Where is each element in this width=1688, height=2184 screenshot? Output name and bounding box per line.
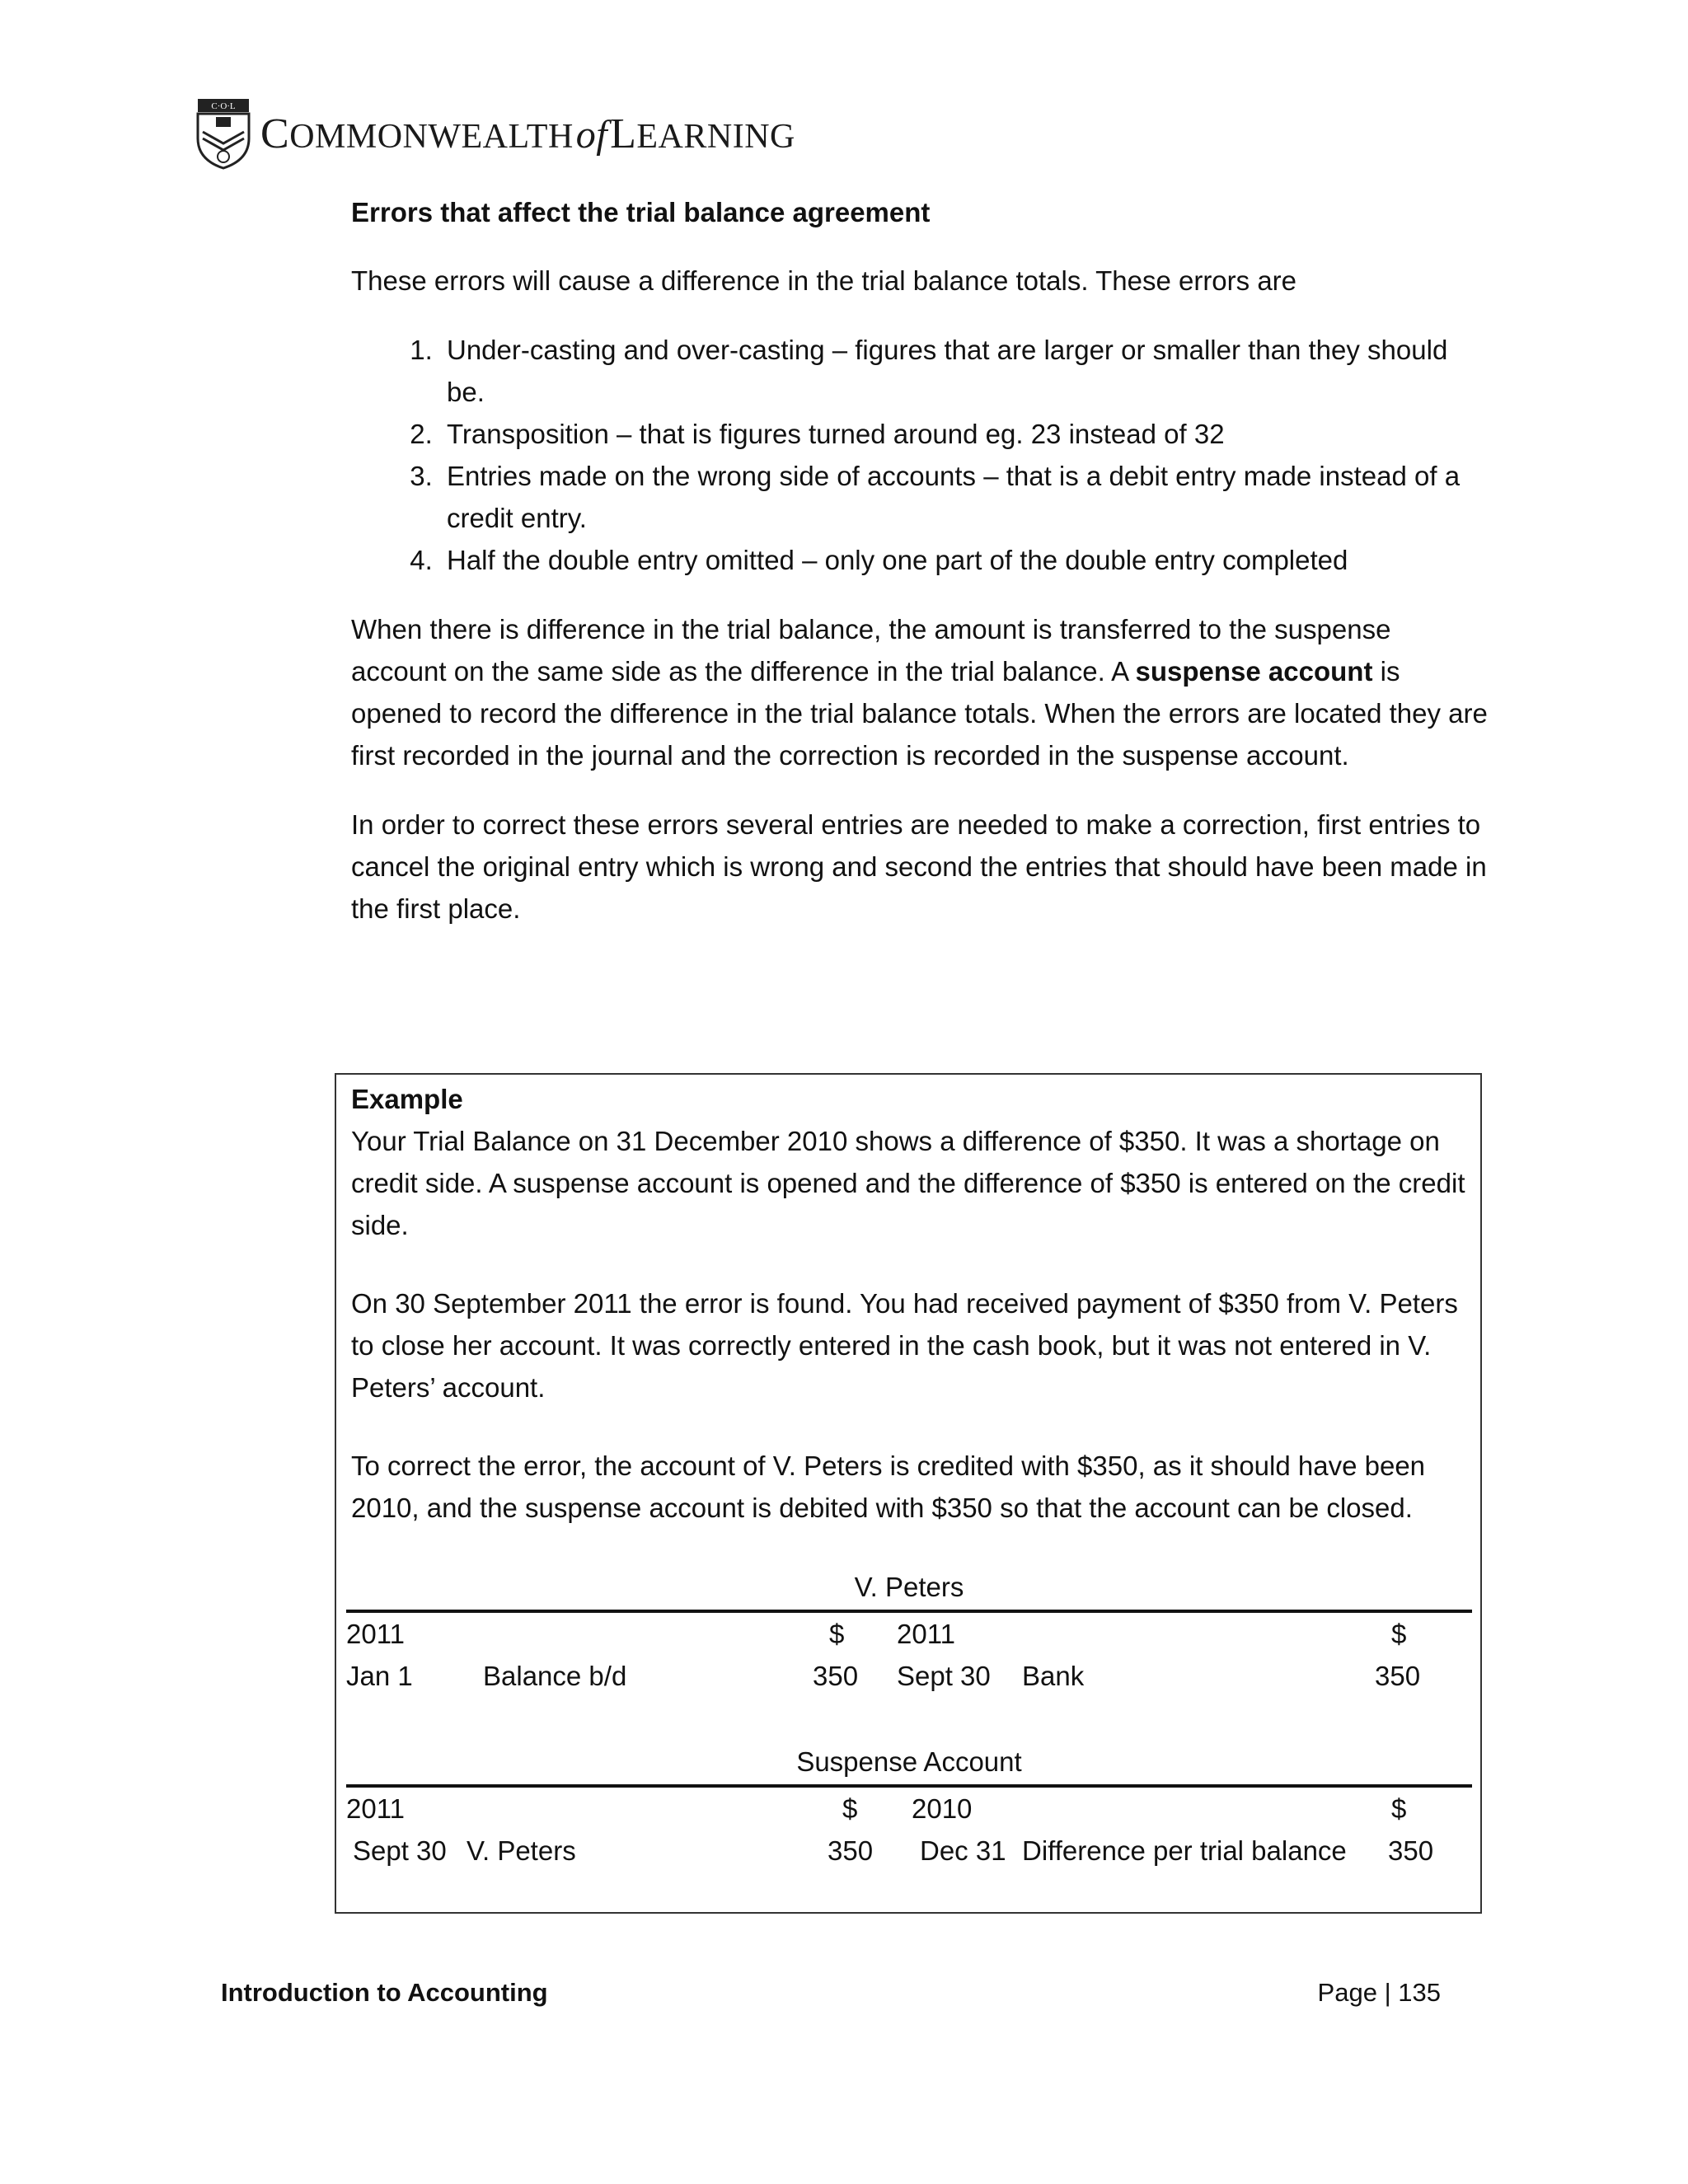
- example-paragraph: Your Trial Balance on 31 December 2010 shows a difference of $350. It was a shortage on credit side. A suspense account is opened and the difference of $350 is entered on the credit side.: [351, 1126, 1465, 1240]
- list-item: 3. Entries made on the wrong side of accounts – that is a debit entry made instead of a credit entry.: [440, 455, 1489, 539]
- ledger-title: Suspense Account: [796, 1746, 1022, 1777]
- error-list: [351, 329, 1489, 581]
- correction-paragraph: In order to correct these errors several entries are needed to make a correction, first entries to cancel the original entry which is wrong and second the entries that should have been made in the first place.: [351, 809, 1487, 924]
- page-header: [195, 96, 795, 171]
- suspense-account-term: suspense account: [1135, 656, 1373, 687]
- list-item: 4. Half the double entry omitted – only one part of the double entry completed: [440, 539, 1489, 581]
- example-paragraph: On 30 September 2011 the error is found. You had received payment of $350 from V. Peters to close her account. It was correctly entered in the cash book, but it was not entered in V. Peters’ account.: [351, 1288, 1458, 1403]
- svg-text:C·O·L: C·O·L: [211, 101, 236, 111]
- footer-course-title: Introduction to Accounting: [221, 1978, 548, 2007]
- ledger-entry-row: Sept 30 V. Peters 350 Dec 31 Difference per trial balance 350: [353, 1835, 1434, 1866]
- example-paragraph: To correct the error, the account of V. Peters is credited with $350, as it should have been 2010, and the suspense account is debited with $350 so that the account can be closed.: [351, 1451, 1426, 1523]
- ledger-header-row: 2011 $ 2010 $: [346, 1793, 1407, 1824]
- page-number: Page | 135: [1317, 1978, 1441, 2007]
- ledger-suspense-account: [346, 1741, 1472, 1872]
- list-item: 2. Transposition – that is figures turned around eg. 23 instead of 32: [440, 413, 1489, 455]
- ledger-header-row: 2011 $ 2011 $: [346, 1619, 1407, 1649]
- ledger-entry-row: Jan 1 Balance b/d 350 Sept 30 Bank 350: [346, 1661, 1421, 1691]
- brand-wordmark: COMMONWEALTHofLEARNING: [260, 110, 795, 157]
- commonwealth-crest-icon: [195, 97, 252, 170]
- suspense-paragraph: When there is difference in the trial balance, the amount is transferred to the suspense account on the same side as the difference in the trial balance. A suspense account is opened to record the difference in the trial balance totals. When the errors are located they are first recorded in the journal and the correction is recorded in the suspense account.: [351, 614, 1488, 771]
- ledger-title: V. Peters: [854, 1572, 964, 1602]
- intro-paragraph: These errors will cause a difference in the trial balance totals. These errors are: [351, 265, 1297, 296]
- section-heading: Errors that affect the trial balance agreement: [351, 197, 931, 227]
- list-item: 1. Under-casting and over-casting – figures that are larger or smaller than they should be.: [440, 329, 1489, 413]
- ledger-v-peters: [346, 1566, 1472, 1697]
- example-title: Example: [351, 1084, 463, 1114]
- example-box: [335, 1073, 1482, 1914]
- main-content: [351, 191, 1489, 957]
